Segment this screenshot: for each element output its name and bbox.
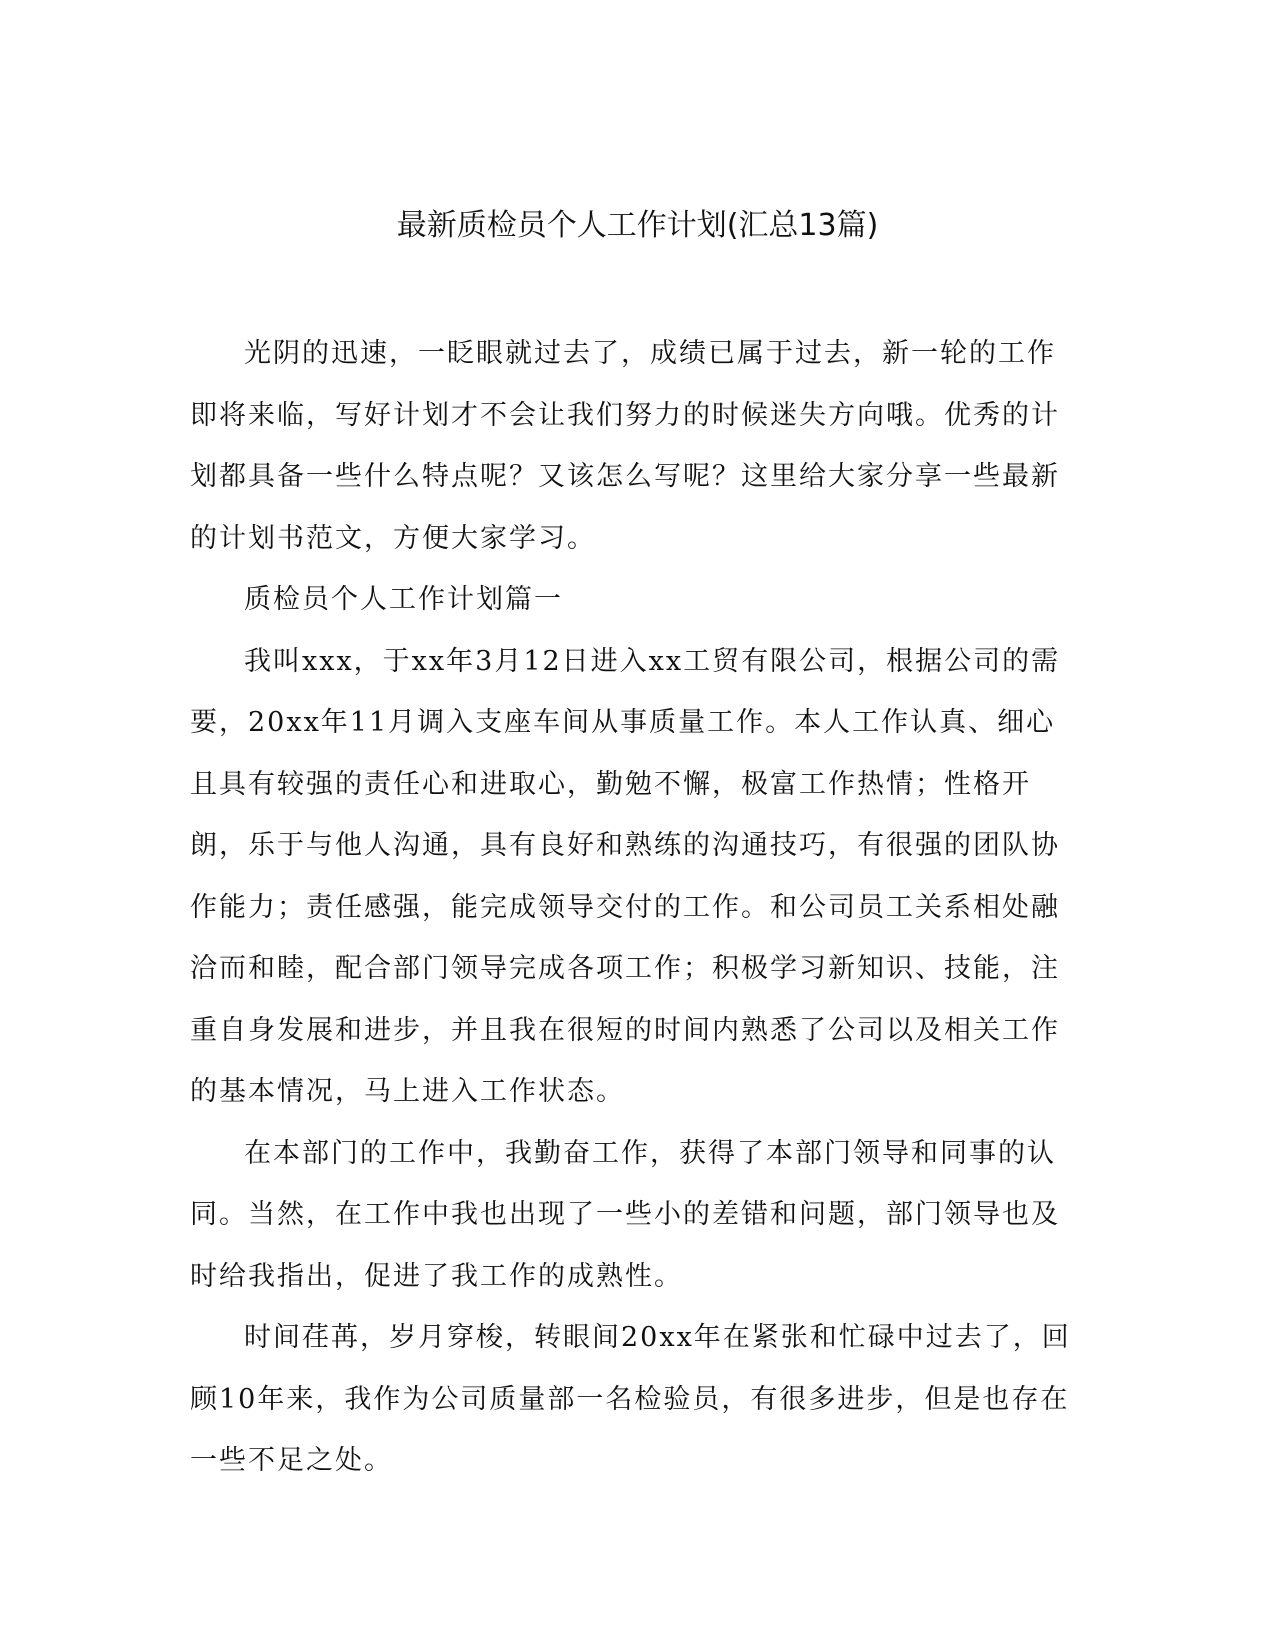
document-body [190, 323, 1080, 1492]
document-title: 最新质检员个人工作计划(汇总13篇) [396, 208, 879, 243]
section-heading: 质检员个人工作计划篇一 [244, 584, 563, 615]
paragraph-self-introduction: 我叫xxx，于xx年3月12日进入xx工贸有限公司，根据公司的需要，20xx年11月调入支座车间从事质量工作。本人工作认真、细心且具有较强的责任心和进取心，勤勉不懈，极富工作热情；性格开朗，乐于与他人沟通，具有良好和熟练的沟通技巧，有很强的团队协作能力；责任感强，能完成领导交付的工作。和公司员工关系相处融洽而和睦，配合部门领导完成各项工作；积极学习新知识、技能，注重自身发展和进步，并且我在很短的时间内熟悉了公司以及相关工作的基本情况，马上进入工作状态。 [190, 645, 1061, 1107]
paragraph-review: 时间荏苒，岁月穿梭，转眼间20xx年在紧张和忙碌中过去了，回顾10年来，我作为公司质量部一名检验员，有很多进步，但是也存在一些不足之处。 [190, 1322, 1071, 1476]
paragraph-intro: 光阴的迅速，一眨眼就过去了，成绩已属于过去，新一轮的工作即将来临，写好计划才不会让我们努力的时候迷失方向哦。优秀的计划都具备一些什么特点呢？又该怎么写呢？这里给大家分享一些最新的计划书范文，方便大家学习。 [190, 338, 1060, 554]
paragraph-department-work: 在本部门的工作中，我勤奋工作，获得了本部门领导和同事的认同。当然，在工作中我也出现了一些小的差错和问题，部门领导也及时给我指出，促进了我工作的成熟性。 [190, 1137, 1060, 1292]
